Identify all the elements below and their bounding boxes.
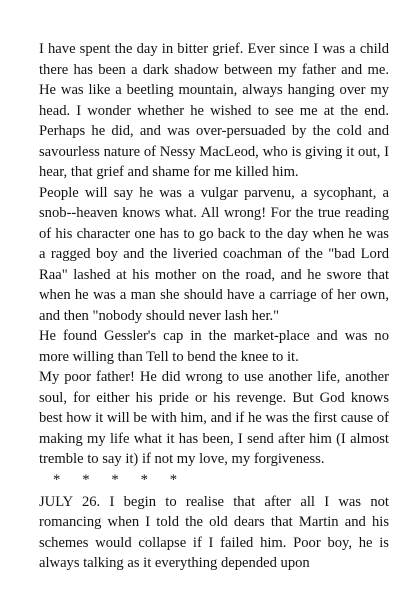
paragraph-forgiveness: My poor father! He did wrong to use another life, another soul, for either his pride or his revenge. But God knows best how it will be with him, and if he was the first cause of making my life what it has been, I send after him (I almost tremble to say it) if not my love, my forgiveness.	[39, 369, 389, 467]
paragraph-gessler-cap: He found Gessler's cap in the market-place and was no more willing than Tell to bend the knee to it.	[39, 328, 389, 365]
paragraph-father-character: People will say he was a vulgar parvenu, a sycophant, a snob--heaven knows what. All wrong! For the true reading of his character one has to go back to the day when he was a ragged boy and the liveried coachman of the "bad Lord Raa" lashed at his mother on the road, and he swore that when he was a man she should have a carriage of her own, and then "nobody should never lash her."	[39, 184, 389, 324]
paragraph-grief: I have spent the day in bitter grief. Ever since I was a child there has been a dark shadow between my father and me. He was like a beetling mountain, always hanging over my head. I wonder whether he wished to see me at the end. Perhaps he did, and was over-persuaded by the cold and savourless nature of Nessy MacLeod, who is giving it out, I hear, that grief and shame for me killed him.	[39, 41, 389, 180]
document-page	[39, 39, 389, 574]
paragraph-july-26: JULY 26. I begin to realise that after all I was not romancing when I told the old dears that Martin and his schemes would collapse if I failed him. Poor boy, he is always talking as it everything depended upon	[39, 493, 389, 571]
section-separator: * * * * *	[53, 471, 178, 488]
